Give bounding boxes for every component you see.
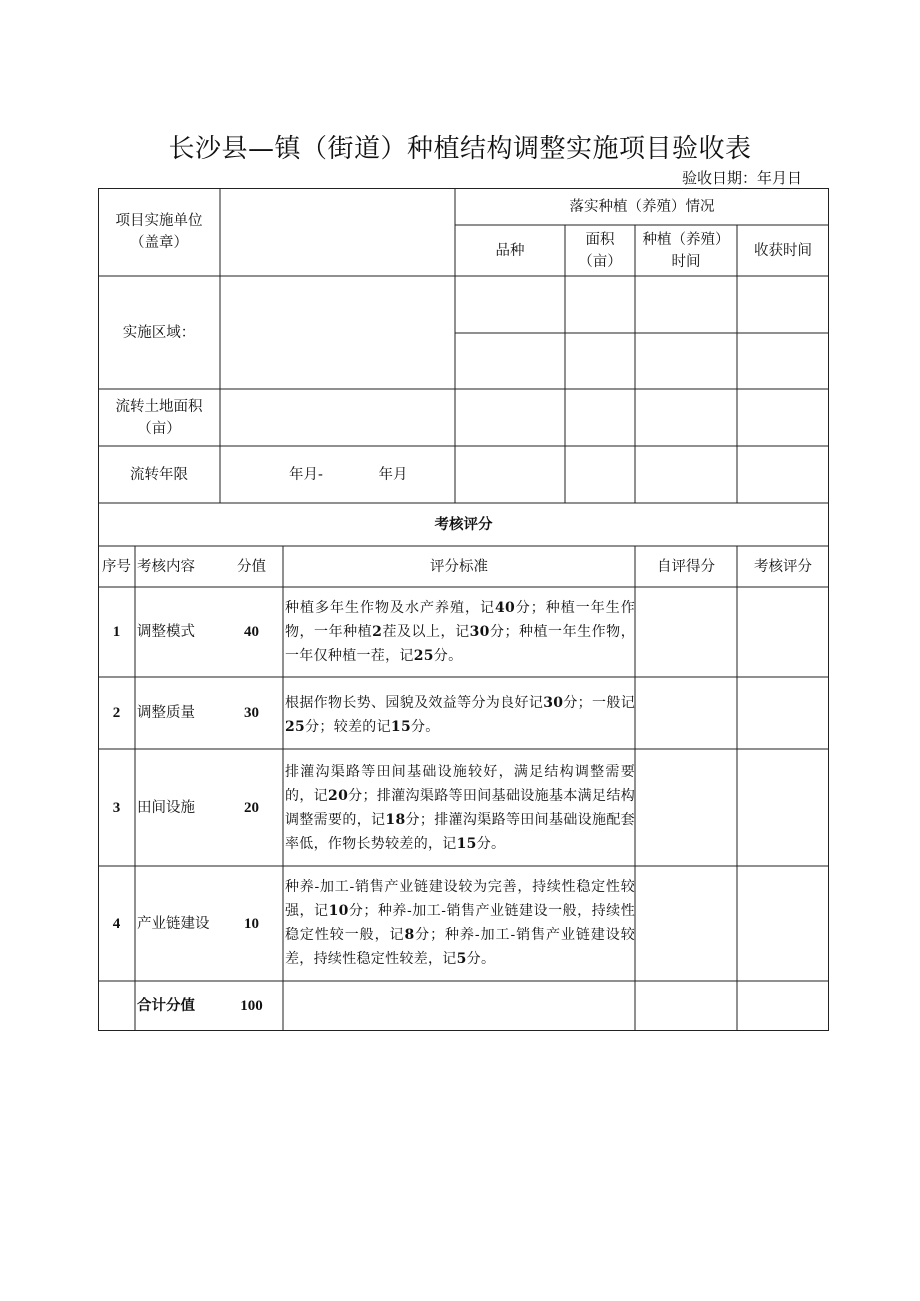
unit-label-line1: 项目实施单位 xyxy=(115,213,203,229)
col-area-line2: （亩） xyxy=(578,253,622,270)
row-no: 4 xyxy=(112,915,121,932)
transfer-area-line2: （亩） xyxy=(137,420,181,437)
col-harvest-time: 收获时间 xyxy=(754,242,812,259)
col-planting-time xyxy=(635,225,737,276)
unit-label xyxy=(98,188,220,276)
row-criteria: 排灌沟渠路等田间基础设施较好，满足结构调整需要的，记20分；排灌沟渠路等田间基础设施基本满足结构调整需要的，记18分；排灌沟渠路等田间基础设施配套率低，作物长势较差的，记15分。 xyxy=(285,764,635,852)
col-time-line2: 时间 xyxy=(671,253,701,270)
header-score: 分值 xyxy=(237,558,266,575)
col-time-line1: 种植（养殖） xyxy=(642,231,730,248)
row-score: 30 xyxy=(244,705,259,721)
row-criteria: 种植多年生作物及水产养殖，记40分；种植一年生作物，一年种植2茬及以上，记30分；种植一年生作物，一年仅种植一茬，记25分。 xyxy=(285,600,635,664)
header-criteria: 评分标准 xyxy=(430,558,488,575)
period-from: 年月- xyxy=(289,466,323,483)
assessment-title: 考核评分 xyxy=(434,515,493,533)
transfer-period-label: 流转年限 xyxy=(130,466,188,483)
transfer-area-label xyxy=(98,389,220,446)
unit-label-line2: （盖章） xyxy=(130,235,188,251)
row-score: 40 xyxy=(244,624,259,640)
row-content: 田间设施 xyxy=(137,799,195,816)
col-variety: 品种 xyxy=(495,242,525,259)
header-review-score: 考核评分 xyxy=(754,558,812,575)
col-area-line1: 面积 xyxy=(585,231,615,248)
acceptance-table xyxy=(98,188,829,1031)
header-content: 考核内容 xyxy=(137,558,195,575)
row-criteria: 种养-加工-销售产业链建设较为完善，持续性稳定性较强，记10分；种养-加工-销售产业链建设一般，持续性稳定性较一般，记8分；种养-加工-销售产业链建设较差，持续性稳定性较差，记5分。 xyxy=(285,879,635,967)
header-no: 序号 xyxy=(102,558,131,575)
transfer-area-line1: 流转土地面积 xyxy=(115,398,203,415)
total-score: 100 xyxy=(240,998,263,1014)
row-no: 3 xyxy=(112,799,121,816)
row-score: 10 xyxy=(244,915,259,932)
planting-header: 落实种植（养殖）情况 xyxy=(569,198,715,215)
total-label: 合计分值 xyxy=(137,997,195,1014)
header-self-score: 自评得分 xyxy=(657,558,715,575)
row-criteria: 根据作物长势、园貌及效益等分为良好记30分；一般记25分；较差的记15分。 xyxy=(285,695,635,735)
row-no: 2 xyxy=(112,705,121,721)
row-content: 调整模式 xyxy=(137,624,195,640)
period-to: 年月 xyxy=(378,466,408,483)
area-label: 实施区域： xyxy=(122,324,196,341)
row-content: 产业链建设 xyxy=(137,915,210,932)
acceptance-date: 验收日期：年月日 xyxy=(681,169,802,187)
row-content: 调整质量 xyxy=(137,705,195,721)
row-no: 1 xyxy=(112,624,121,640)
row-score: 20 xyxy=(244,799,259,816)
col-area xyxy=(565,225,635,276)
page-title: 长沙县—镇（街道）种植结构调整实施项目验收表 xyxy=(168,134,752,164)
